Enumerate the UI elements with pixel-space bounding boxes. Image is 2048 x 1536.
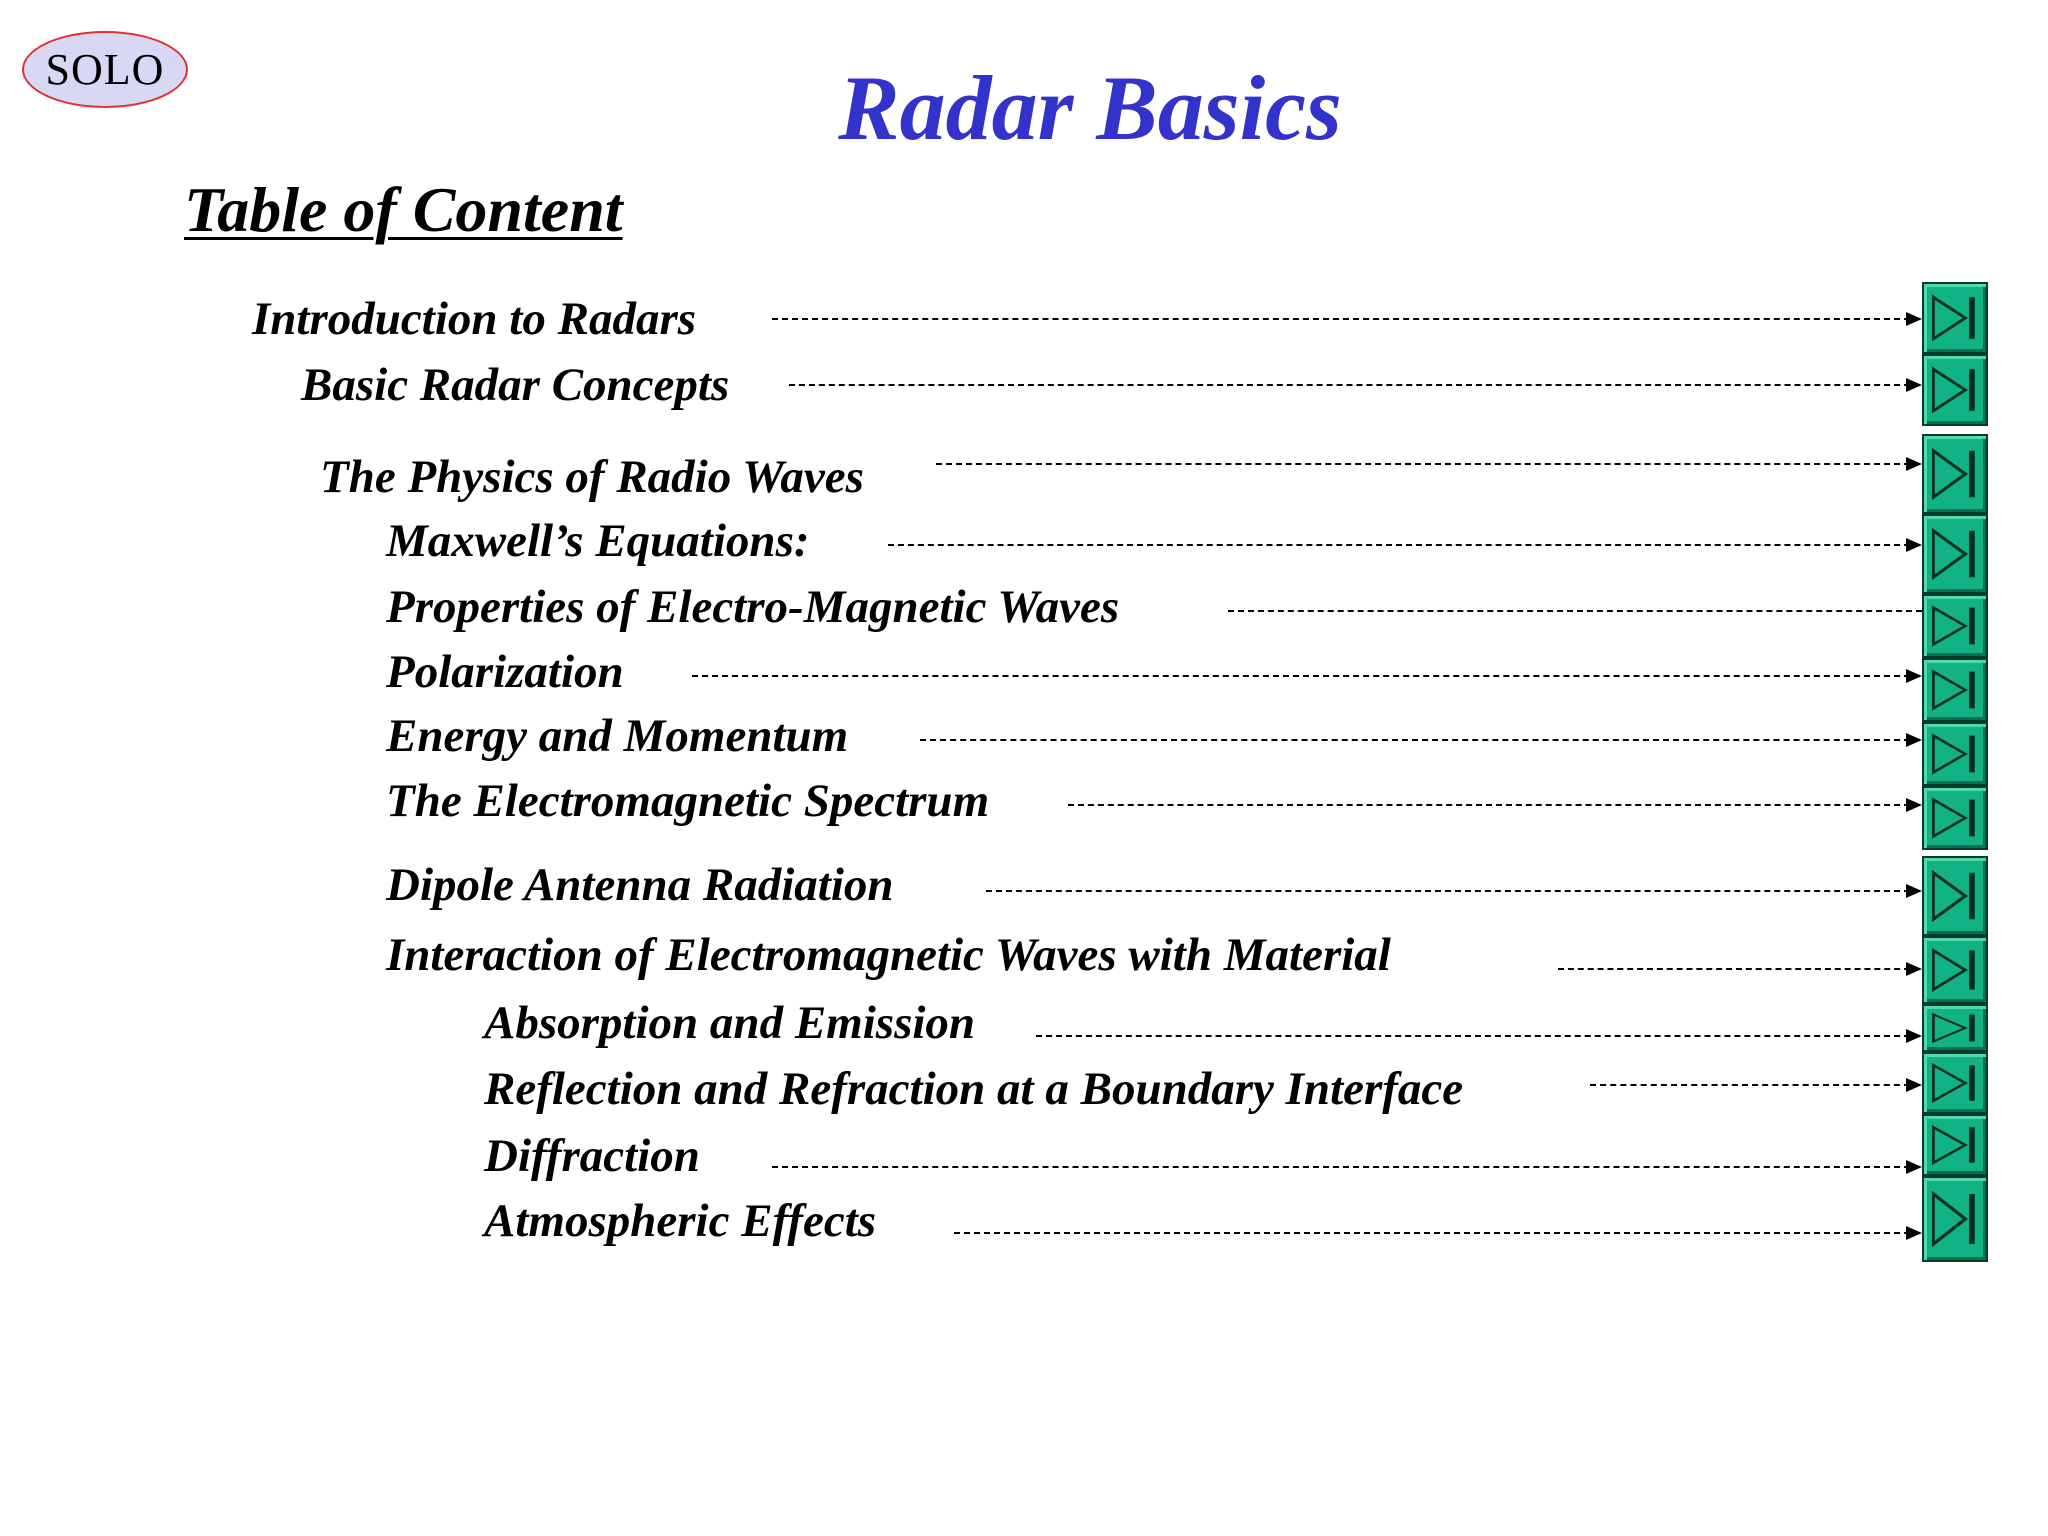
toc-item-basic-radar-concepts: Basic Radar Concepts xyxy=(301,359,730,411)
page-title: Radar Basics xyxy=(838,57,1342,159)
arrow-icon xyxy=(1906,538,1922,552)
toc-item-reflection-and-refraction: Reflection and Refraction at a Boundary Interface xyxy=(484,1063,1464,1115)
toc-item-diffraction: Diffraction xyxy=(484,1130,700,1182)
go-to-end-icon xyxy=(1924,858,1986,934)
arrow-icon xyxy=(1906,1078,1922,1092)
dotted-leader xyxy=(1228,610,1922,612)
go-to-end-icon xyxy=(1924,788,1986,848)
arrow-icon xyxy=(1906,1226,1922,1240)
dotted-leader xyxy=(772,318,1910,320)
goto-atmospheric-effects-button[interactable] xyxy=(1922,1176,1988,1262)
go-to-end-icon xyxy=(1924,1178,1986,1260)
toc-heading: Table of Content xyxy=(184,174,623,245)
dotted-leader xyxy=(888,544,1910,546)
goto-dipole-antenna-button[interactable] xyxy=(1922,856,1988,936)
goto-diffraction-button[interactable] xyxy=(1922,1114,1988,1176)
go-to-end-icon xyxy=(1924,596,1986,656)
arrow-icon xyxy=(1906,457,1922,471)
dotted-leader xyxy=(692,675,1910,677)
dotted-leader xyxy=(789,384,1910,386)
toc-item-properties-em-waves: Properties of Electro-Magnetic Waves xyxy=(386,581,1120,633)
go-to-end-icon xyxy=(1924,1116,1986,1174)
dotted-leader xyxy=(1590,1084,1910,1086)
go-to-end-icon xyxy=(1924,660,1986,720)
goto-absorption-emission-button[interactable] xyxy=(1922,1004,1988,1052)
toc-item-dipole-antenna-radiation: Dipole Antenna Radiation xyxy=(386,859,894,911)
dotted-leader xyxy=(1036,1035,1910,1037)
arrow-icon xyxy=(1906,884,1922,898)
arrow-icon xyxy=(1906,378,1922,392)
go-to-end-icon xyxy=(1924,284,1986,352)
go-to-end-icon xyxy=(1924,356,1986,424)
go-to-end-icon xyxy=(1924,938,1986,1002)
dotted-leader xyxy=(1558,968,1910,970)
toc-item-atmospheric-effects: Atmospheric Effects xyxy=(484,1195,877,1247)
arrow-icon xyxy=(1906,1029,1922,1043)
goto-properties-em-waves-button[interactable] xyxy=(1922,594,1988,658)
goto-em-spectrum-button[interactable] xyxy=(1922,786,1988,850)
goto-physics-radio-waves-button[interactable] xyxy=(1922,434,1988,514)
go-to-end-icon xyxy=(1924,1054,1986,1112)
toc-item-energy-and-momentum: Energy and Momentum xyxy=(386,710,849,762)
goto-reflection-refraction-button[interactable] xyxy=(1922,1052,1988,1114)
dotted-leader xyxy=(936,463,1910,465)
arrow-icon xyxy=(1906,798,1922,812)
arrow-icon xyxy=(1906,733,1922,747)
goto-interaction-material-button[interactable] xyxy=(1922,936,1988,1004)
toc-item-physics-of-radio-waves: The Physics of Radio Waves xyxy=(320,451,864,503)
arrow-icon xyxy=(1906,962,1922,976)
toc-item-interaction-em-waves-material: Interaction of Electromagnetic Waves with Material xyxy=(386,929,1391,981)
go-to-end-icon xyxy=(1924,516,1986,592)
go-to-end-icon xyxy=(1924,724,1986,784)
goto-introduction-button[interactable] xyxy=(1922,282,1988,354)
toc-item-absorption-and-emission: Absorption and Emission xyxy=(484,997,976,1049)
dotted-leader xyxy=(954,1232,1910,1234)
goto-polarization-button[interactable] xyxy=(1922,658,1988,722)
goto-energy-momentum-button[interactable] xyxy=(1922,722,1988,786)
goto-basic-concepts-button[interactable] xyxy=(1922,354,1988,426)
toc-item-polarization: Polarization xyxy=(386,646,624,698)
go-to-end-icon xyxy=(1924,1006,1986,1050)
toc-item-introduction-to-radars: Introduction to Radars xyxy=(252,293,697,345)
logo-text: SOLO xyxy=(45,45,165,94)
toc-item-maxwells-equations: Maxwell’s Equations: xyxy=(386,515,810,567)
arrow-icon xyxy=(1906,1160,1922,1174)
dotted-leader xyxy=(1068,804,1910,806)
arrow-icon xyxy=(1906,669,1922,683)
goto-maxwell-equations-button[interactable] xyxy=(1922,514,1988,594)
dotted-leader xyxy=(772,1166,1910,1168)
dotted-leader xyxy=(920,739,1910,741)
toc-item-electromagnetic-spectrum: The Electromagnetic Spectrum xyxy=(386,775,990,827)
dotted-leader xyxy=(986,890,1910,892)
go-to-end-icon xyxy=(1924,436,1986,512)
arrow-icon xyxy=(1906,312,1922,326)
